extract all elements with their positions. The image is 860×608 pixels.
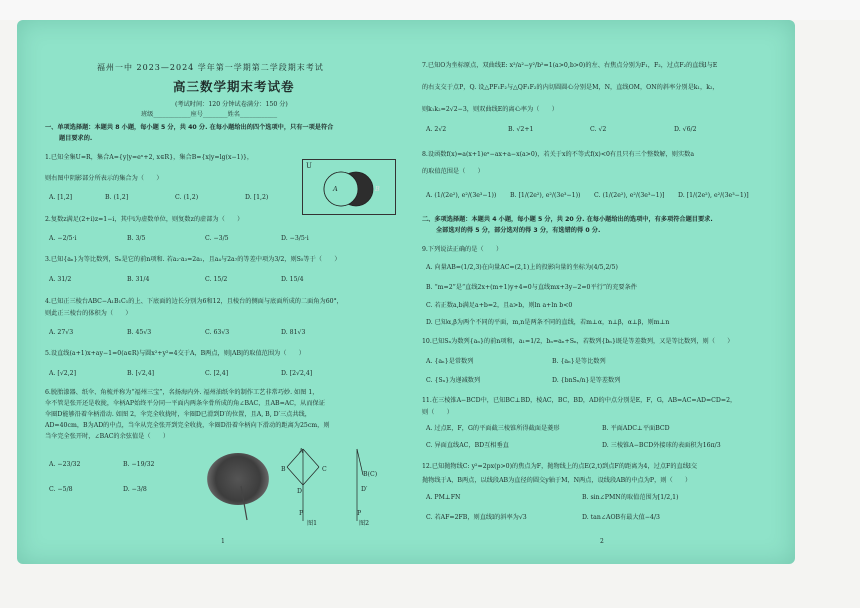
venn-diagram bbox=[302, 159, 396, 215]
question-8: 8.设函数f(x)=a(x+1)eˣ−ax+a−x(a>0)，若关于x的不等式f(x)<0有且只有三个整数解，则实数a bbox=[422, 151, 695, 158]
q8-option-b: B. [1/(2e²), e²/(3e³−1)) bbox=[510, 192, 581, 199]
question-1: 1.已知全集U=R，集合A={y|y=eˣ+2, x∈R}，集合B={x|y=lg(x−1)}， bbox=[45, 154, 254, 161]
q3-option-b: B. 31/4 bbox=[127, 276, 150, 283]
question-7: 7.已知O为坐标原点，双曲线E: x²/a²−y²/b²=1(a>0,b>0)的左、右焦点分别为F₁，F₂，过点F₂的直线l与E bbox=[422, 62, 718, 69]
question-6-line-4: AD=40cm，B为AD的中点，当伞从完全张开到完全收拢，伞圈D沿着伞柄向下滑动的距离为25cm，则 bbox=[45, 422, 330, 429]
question-1-cont: 则右图中阴影部分所表示的集合为（ ） bbox=[45, 175, 163, 182]
venn-circles bbox=[303, 160, 395, 214]
q5-option-c: C. [2,4] bbox=[205, 370, 229, 377]
q6-option-c: C. −5/8 bbox=[49, 486, 73, 493]
umbrella-handle bbox=[197, 448, 277, 520]
question-6: 6.脱胎漆器、纸伞、角梳并称为“福州三宝”，名扬海内外. 福州油纸伞的制作工艺非常巧妙. 如图 1， bbox=[45, 389, 319, 396]
exam-info: (考试时间：120 分钟试卷满分：150 分) bbox=[175, 101, 288, 108]
question-7-line-2: 的右支交于点P，Q. 设△PF₁F₂与△QF₁F₂的内切圆圆心分别是M，N，直线OM，ON的斜率分别是k₁，k₂， bbox=[422, 84, 719, 91]
fig2-label-b: B bbox=[281, 466, 286, 473]
exam-title: 高三数学期末考试卷 bbox=[173, 79, 295, 94]
q1-option-a: A. [1,2] bbox=[49, 194, 73, 201]
q11-option-a: A. 过点E，F，G的平面截三棱锥所得截面是菱形 bbox=[426, 425, 560, 432]
q1-option-c: C. (1,2) bbox=[175, 194, 199, 201]
question-9: 9.下列说法正确的是（ ） bbox=[422, 246, 503, 253]
question-12-line-2: 抛物线于A，B两点，以线段AB为直径的圆交y轴于M，N两点，设线段AB的中点为P，则（ ） bbox=[422, 477, 692, 484]
q8-option-a: A. (1/(2e²), e²/(3e³−1)) bbox=[426, 192, 497, 199]
q11-option-b: B. 平面ADC⊥平面BCD bbox=[602, 425, 670, 432]
fig2-label-d-prime: D′ bbox=[361, 486, 368, 493]
fig2-label-a: A bbox=[299, 448, 304, 455]
question-12: 12.已知抛物线C: y²=2px(p>0)的焦点为F，抛物线上的点E(2,t)到点F的距离为4，过点F的直线l交 bbox=[422, 463, 698, 470]
q9-option-d: D. 已知α,β为两个不同的平面，m,n是两条不同的直线，若m⊥α，n⊥β，α⊥β，则m⊥n bbox=[426, 319, 670, 326]
q2-option-d: D. −3/5·i bbox=[281, 235, 309, 242]
q10-option-d: D. {bnSₙ/n}是等差数列 bbox=[552, 377, 621, 384]
question-6-line-3: 伞圈D能够沿着伞柄滑动. 如图 2，伞完全收拢时，伞圈D已滑到D′的位置，且A, B, D′三点共线， bbox=[45, 411, 311, 418]
q4-option-d: D. 81√3 bbox=[281, 329, 306, 336]
q7-option-c: C. √2 bbox=[590, 126, 607, 133]
question-7-line-3: 则k₁k₂=2√2−3，则双曲线E的离心率为（ ） bbox=[422, 106, 558, 113]
section-1-heading-cont: 题目要求的. bbox=[59, 135, 93, 142]
q12-option-b: B. sin∠PMN的取值范围为[1/2,1) bbox=[582, 494, 679, 501]
exam-header: 福州一中 2023—2024 学年第一学期第二学段期末考试 bbox=[97, 63, 324, 72]
student-info-line: 班级____________座号________姓名____________ bbox=[141, 111, 278, 118]
figure-2-diagram bbox=[283, 445, 383, 525]
venn-label-b: B bbox=[375, 185, 380, 193]
q1-option-b: B. (1,2] bbox=[105, 194, 129, 201]
q5-option-d: D. [2√2,4] bbox=[281, 370, 313, 377]
q9-option-b: B. “m=2”是“直线2x+(m+1)y+4=0与直线mx+3y−2=0平行”的充要条件 bbox=[426, 284, 637, 291]
figure-2-label: 图2 bbox=[359, 520, 370, 527]
q7-option-b: B. √2+1 bbox=[508, 126, 534, 133]
q12-option-a: A. PM⊥FN bbox=[426, 494, 461, 501]
q6-option-a: A. −23/32 bbox=[49, 461, 81, 468]
q3-option-a: A. 31/2 bbox=[49, 276, 72, 283]
q7-option-a: A. 2√2 bbox=[426, 126, 447, 133]
q2-option-a: A. −2/5·i bbox=[49, 235, 77, 242]
exam-page-1 bbox=[45, 20, 405, 564]
question-4-cont: 则此正三棱台的体积为（ ） bbox=[45, 310, 132, 317]
q10-option-a: A. {aₙ}是常数列 bbox=[426, 358, 474, 365]
q11-option-c: C. 异面直线AC，BD互相垂直 bbox=[426, 442, 509, 449]
section-2-heading-cont: 全部选对的得 5 分，部分选对的得 3 分，有选错的得 0 分. bbox=[436, 227, 601, 234]
q12-option-c: C. 若AF=2FB，则直线l的斜率为√3 bbox=[426, 514, 527, 521]
question-3: 3.已知{aₙ}为等比数列，Sₙ是它的前n项和. 若a₂·a₃=2a₁，且a₄与2a₇的等差中项为3/2，则S₅等于（ ） bbox=[45, 256, 341, 263]
q6-option-d: D. −3/8 bbox=[123, 486, 147, 493]
q10-option-b: B. {aₙ}是等比数列 bbox=[552, 358, 606, 365]
fig2-label-d: D bbox=[297, 488, 302, 495]
question-8-cont: 的取值范围是（ ） bbox=[422, 168, 484, 175]
q4-option-c: C. 63√3 bbox=[205, 329, 230, 336]
section-1-heading: 一、单项选择题：本题共 8 小题，每小题 5 分，共 40 分. 在每小题给出的四个选项中，只有一项是符合 bbox=[45, 124, 334, 131]
venn-label-u: U bbox=[306, 162, 312, 170]
q3-option-c: C. 15/2 bbox=[205, 276, 228, 283]
question-4: 4.已知正三棱台ABC−A₁B₁C₁的上、下底面的边长分别为6和12，且棱台的侧面与底面所成的二面角为60°， bbox=[45, 298, 343, 305]
q3-option-d: D. 15/4 bbox=[281, 276, 304, 283]
q8-option-d: D. [1/(2e²), e²/(3e³−1)] bbox=[678, 192, 749, 199]
question-6-line-2: 伞不管是张开还是收拢，伞柄AP始终平分同一平面内两条伞骨所成的角∠BAC，且AB=AC，从而保证 bbox=[45, 400, 325, 407]
q2-option-c: C. −3/5 bbox=[205, 235, 229, 242]
q8-option-c: C. (1/(2e²), e²/(3e³−1)] bbox=[594, 192, 665, 199]
section-2-heading: 二、多项选择题：本题共 4 小题，每小题 5 分，共 20 分. 在每小题给出的选项中，有多项符合题目要求. bbox=[422, 216, 713, 223]
fig2-label-p-left: P bbox=[299, 510, 304, 517]
q2-option-b: B. 3/5 bbox=[127, 235, 146, 242]
exam-page-2 bbox=[422, 20, 778, 564]
q4-option-b: B. 45√3 bbox=[127, 329, 152, 336]
q4-option-a: A. 27√3 bbox=[49, 329, 74, 336]
question-11-cont: 则（ ） bbox=[422, 409, 453, 416]
q5-option-a: A. [√2,2] bbox=[49, 370, 77, 377]
top-strip bbox=[0, 0, 860, 20]
question-6-line-5: 当伞完全张开时，∠BAC的余弦值是（ ） bbox=[45, 433, 170, 440]
page-number-2: 2 bbox=[600, 538, 604, 545]
q12-option-d: D. tan∠AOB有最大值−4/3 bbox=[582, 514, 660, 521]
q9-option-c: C. 若正数a,b满足a+b=2，且a>b，则ln a+ln b<0 bbox=[426, 302, 573, 309]
q5-option-b: B. [√2,4] bbox=[127, 370, 155, 377]
fig2-label-p-right: P bbox=[357, 510, 362, 517]
exam-paper bbox=[17, 20, 795, 564]
figure-1-label: 图1 bbox=[307, 520, 318, 527]
q10-option-c: C. {Sₙ}为递减数列 bbox=[426, 377, 481, 384]
q9-option-a: A. 向量AB=(1/2,3)在向量AC=(2,1)上的投影向量的坐标为(4/5,2/5) bbox=[426, 264, 618, 271]
question-11: 11.在三棱锥A−BCD中，已知BC⊥BD，棱AC，BC，BD，AD的中点分别是E，F，G，AB=AC=AD=CD=2， bbox=[422, 397, 737, 404]
question-5: 5.设直线(a+1)x+ay−1=0(a∈R)与圆x²+y²=4交于A，B两点，则|AB|的取值范围为（ ） bbox=[45, 350, 305, 357]
question-2: 2.复数z满足(2+i)z=1−i，其中i为虚数单位，则复数z的虚部为（ ） bbox=[45, 216, 244, 223]
fig2-label-c: C bbox=[322, 466, 327, 473]
question-10: 10.已知Sₙ为数列{aₙ}的前n项和，a₁=1/2，bₙ=aₙ+Sₙ，若数列{bₙ}既是等差数列，又是等比数列，则（ ） bbox=[422, 338, 734, 345]
venn-label-a: A bbox=[333, 185, 338, 193]
q11-option-d: D. 三棱锥A−BCD外接球的表面积为16π/3 bbox=[602, 442, 721, 449]
q7-option-d: D. √6/2 bbox=[674, 126, 697, 133]
q6-option-b: B. −19/32 bbox=[123, 461, 155, 468]
q1-option-d: D. [1,2) bbox=[245, 194, 269, 201]
page-number-1: 1 bbox=[221, 538, 225, 545]
fig2-label-bc: B(C) bbox=[363, 471, 378, 478]
